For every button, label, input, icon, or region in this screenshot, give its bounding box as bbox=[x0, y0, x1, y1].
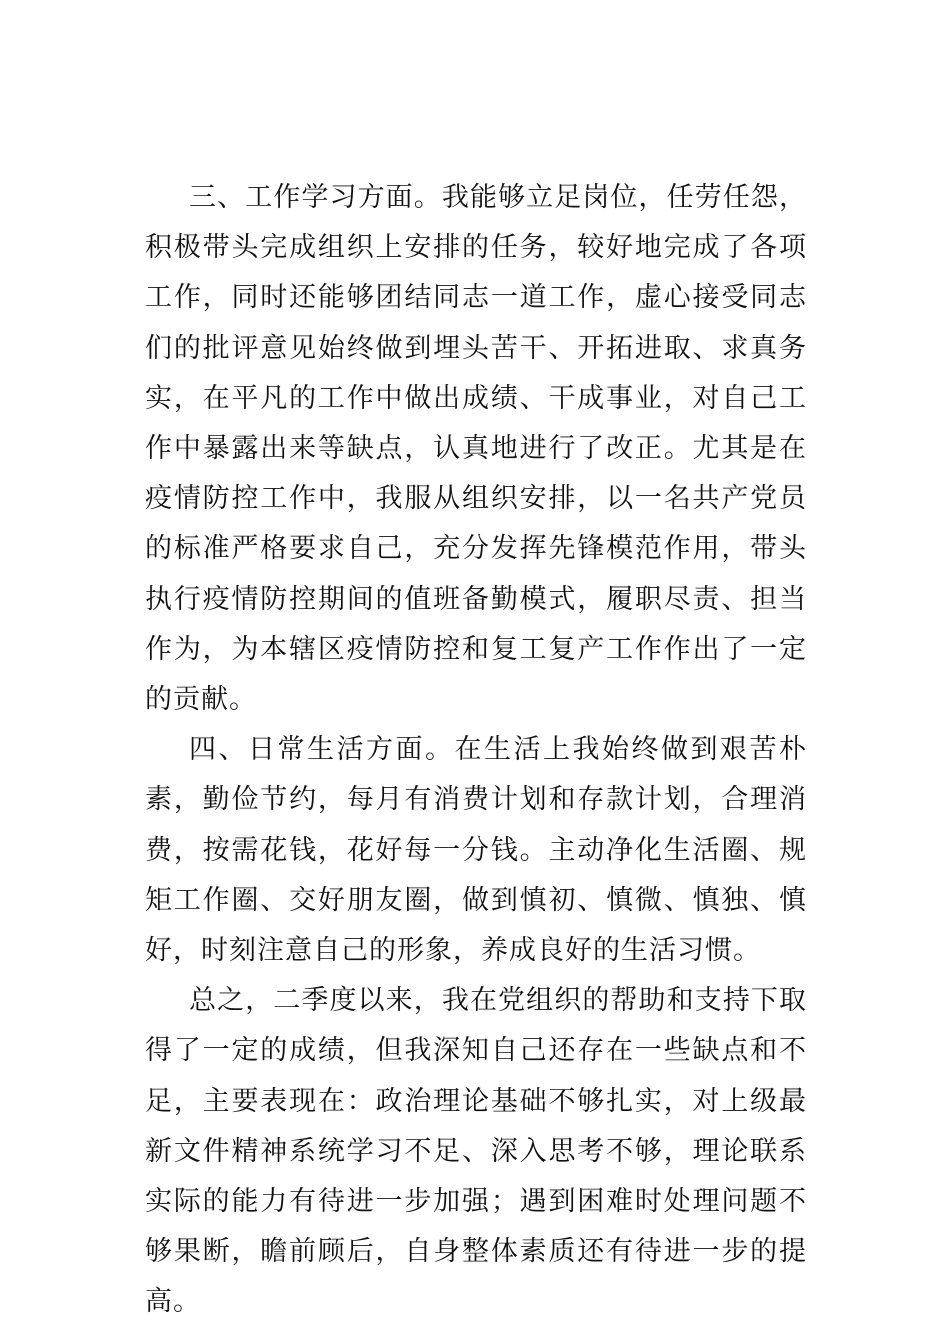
paragraph-daily-life: 四、日常生活方面。在生活上我始终做到艰苦朴素，勤俭节约，每月有消费计划和存款计划，合理消费，按需花钱，花好每一分钱。主动净化生活圈、规矩工作圈、交好朋友圈，做到慎初、慎微、慎独、慎好，时刻注意自己的形象，养成良好的生活习惯。 bbox=[145, 734, 807, 967]
paragraph-summary: 总之，二季度以来，我在党组织的帮助和支持下取得了一定的成绩，但我深知自己还存在一些缺点和不足，主要表现在：政治理论基础不够扎实，对上级最新文件精神系统学习不足、深入思考不够，理论联系实际的能力有待进一步加强；遇到困难时处理问题不够果断，瞻前顾后，自身整体素质还有待进一步的提高。 bbox=[145, 985, 807, 1318]
paragraph-work-study: 三、工作学习方面。我能够立足岗位，任劳任怨，积极带头完成组织上安排的任务，较好地完成了各项工作，同时还能够团结同志一道工作，虚心接受同志们的批评意见始终做到埋头苦干、开拓进取、求真务实，在平凡的工作中做出成绩、干成事业，对自己工作中暴露出来等缺点，认真地进行了改正。尤其是在疫情防控工作中，我服从组织安排，以一名共产党员的标准严格要求自己，充分发挥先锋模范作用，带头执行疫情防控期间的值班备勤模式，履职尽责、担当作为，为本辖区疫情防控和复工复产工作作出了一定的贡献。 bbox=[145, 182, 807, 716]
document-body bbox=[145, 173, 807, 1328]
